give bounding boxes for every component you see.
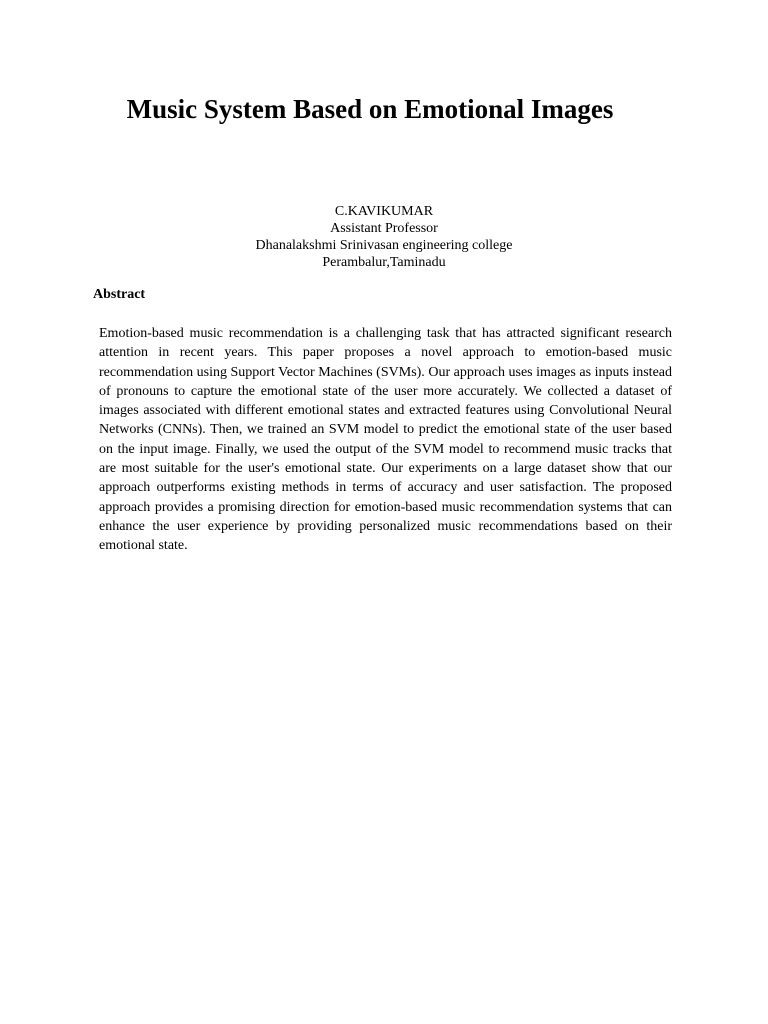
author-institution: Dhanalakshmi Srinivasan engineering college [255,238,513,253]
author-position: Assistant Professor [330,221,438,236]
author-block [200,203,568,271]
abstract-heading: Abstract [93,287,146,302]
author-location: Perambalur,Taminadu [322,255,446,270]
abstract-text: Emotion-based music recommendation is a challenging task that has attracted significant research attention in recent years. This paper proposes a novel approach to emotion-based music recommendation using Support Vector Machines (SVMs). Our approach uses images as inputs instead of pronouns to capture the emotional state of the user more accurately. We collected a dataset of images associated with different emotional states and extracted features using Convolutional Neural Networks (CNNs). Then, we trained an SVM model to predict the emotional state of the user based on the input image. Finally, we used the output of the SVM model to recommend music tracks that are most suitable for the user's emotional state. Our experiments on a large dataset show that our approach outperforms existing methods in terms of accuracy and user satisfaction. The proposed approach provides a promising direction for emotion-based music recommendation systems that can enhance the user experience by providing personalized music recommendations based on their emotional state. [99,326,672,554]
author-name: C.KAVIKUMAR [334,204,434,219]
paper-title: Music System Based on Emotional Images [126,94,614,124]
